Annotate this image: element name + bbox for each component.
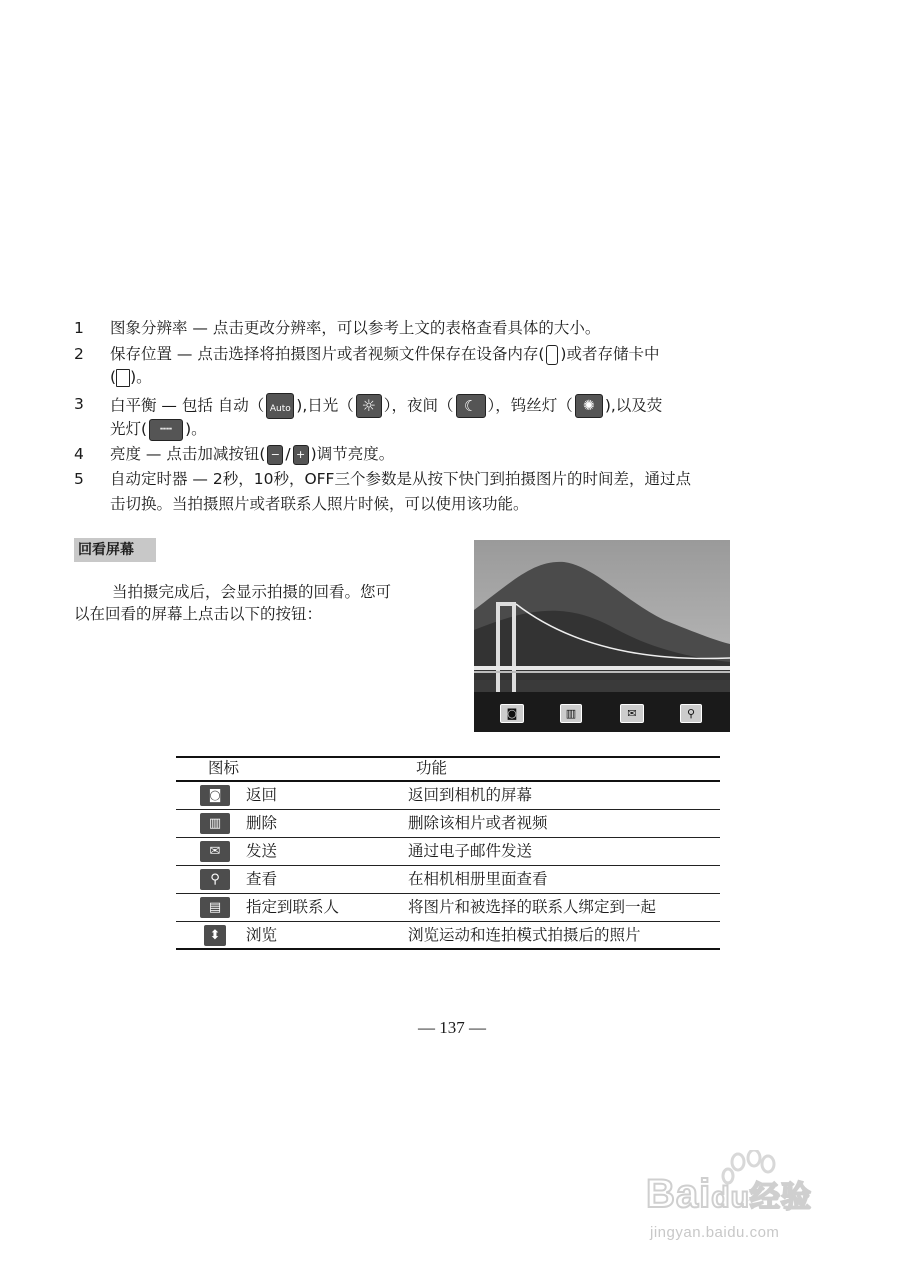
back-camera-button[interactable]: ◙	[500, 704, 524, 723]
item-text	[110, 343, 659, 365]
list-item-5-continued: 击切换。当拍摄照片或者联系人照片时候，可以使用该功能。	[110, 495, 529, 513]
envelope-icon: ✉	[200, 841, 230, 862]
row-func: 浏览运动和连拍模式拍摄后的照片	[408, 926, 641, 944]
item-number: 1	[74, 319, 84, 337]
item-text	[110, 393, 662, 419]
item-text: 自动定时器 — 2秒，10秒，OFF三个参数是从按下快门到拍摄图片的时间差，通过点	[110, 470, 691, 488]
memory-card-icon	[116, 369, 130, 387]
camera-icon: ◙	[200, 785, 230, 806]
header-func-label: 功能	[416, 759, 448, 777]
bulb-icon: ✺	[575, 394, 603, 418]
row-func: 通过电子邮件发送	[408, 842, 533, 860]
slash: /	[285, 445, 291, 463]
review-screen-photo	[474, 540, 730, 732]
page-number: — 137 —	[418, 1018, 486, 1037]
table-row	[176, 810, 720, 837]
row-name: 返回	[246, 786, 278, 804]
table-bottom-rule	[176, 948, 720, 950]
delete-button[interactable]: ▥	[560, 704, 582, 723]
watermark-brand: Bai	[646, 1172, 712, 1216]
moon-icon: ☾	[456, 394, 486, 418]
item-text-part: 保存位置 — 点击选择将拍摄图片或者视频文件保存在设备内存(	[110, 345, 545, 363]
table-row	[176, 866, 720, 893]
table-row	[176, 782, 720, 809]
watermark-brand-cn: 经验	[749, 1181, 812, 1214]
watermark-logo	[646, 1172, 812, 1217]
row-func: 返回到相机的屏幕	[408, 786, 533, 804]
item-text-part: ），钨丝灯（	[487, 396, 573, 415]
row-func: 删除该相片或者视频	[408, 814, 548, 832]
item-text-part: (	[110, 368, 117, 386]
row-func: 将图片和被选择的联系人绑定到一起	[408, 898, 657, 916]
magnifier-icon: ⚲	[200, 869, 230, 890]
intro-paragraph-line1: 当拍摄完成后，会显示拍摄的回看。您可	[112, 583, 392, 601]
row-name: 指定到联系人	[246, 898, 340, 916]
intro-paragraph-line2: 以在回看的屏幕上点击以下的按钮：	[74, 605, 323, 623]
minus-icon: −	[267, 445, 283, 465]
list-item-2-continued	[110, 366, 152, 388]
item-number: 3	[74, 395, 84, 413]
plus-icon: +	[293, 445, 309, 465]
section-heading: 回看屏幕	[74, 538, 156, 562]
table-header	[176, 756, 720, 780]
item-text-part: ),以及荧	[604, 396, 663, 415]
item-text: 图象分辨率 — 点击更改分辨率，可以参考上文的表格查看具体的大小。	[110, 319, 601, 337]
item-text-part: ),日光（	[296, 396, 354, 415]
trash-icon: ▥	[200, 813, 230, 834]
send-email-button[interactable]: ✉	[620, 704, 644, 723]
item-text-part: )调节亮度。	[310, 445, 395, 463]
watermark-url: jingyan.baidu.com	[650, 1224, 780, 1241]
item-text-part: )。	[185, 420, 207, 438]
row-name: 浏览	[246, 926, 278, 944]
item-text-part: 白平衡 — 包括 自动（	[110, 396, 265, 415]
item-text-part: )或者存储卡中	[560, 345, 660, 363]
contact-card-icon: ▤	[200, 897, 230, 918]
baidu-watermark	[640, 1150, 870, 1250]
row-name: 删除	[246, 814, 278, 832]
row-name: 发送	[246, 842, 278, 860]
browse-icon: ⬍	[204, 925, 226, 946]
sun-icon: ☼	[356, 394, 382, 418]
review-toolbar	[474, 692, 730, 732]
view-button[interactable]: ⚲	[680, 704, 702, 723]
header-icon-label: 图标	[208, 759, 240, 777]
item-text-part: 亮度 — 点击加减按钮(	[110, 445, 266, 463]
row-func: 在相机相册里面查看	[408, 870, 548, 888]
table-row	[176, 922, 720, 949]
item-text-part: 光灯(	[110, 420, 148, 438]
item-number: 5	[74, 470, 84, 488]
table-row	[176, 894, 720, 921]
item-text	[110, 443, 394, 465]
watermark-brand2: du	[711, 1181, 750, 1214]
item-text-part: ），夜间（	[383, 396, 454, 415]
item-text-part: )。	[130, 368, 152, 386]
item-number: 2	[74, 345, 84, 363]
phone-memory-icon	[546, 345, 558, 365]
auto-white-balance-icon: Auto	[266, 393, 294, 419]
table-row	[176, 838, 720, 865]
item-number: 4	[74, 445, 84, 463]
list-item-3-continued	[110, 418, 207, 441]
row-name: 查看	[246, 870, 278, 888]
fluorescent-icon: ┅┅	[149, 419, 183, 441]
